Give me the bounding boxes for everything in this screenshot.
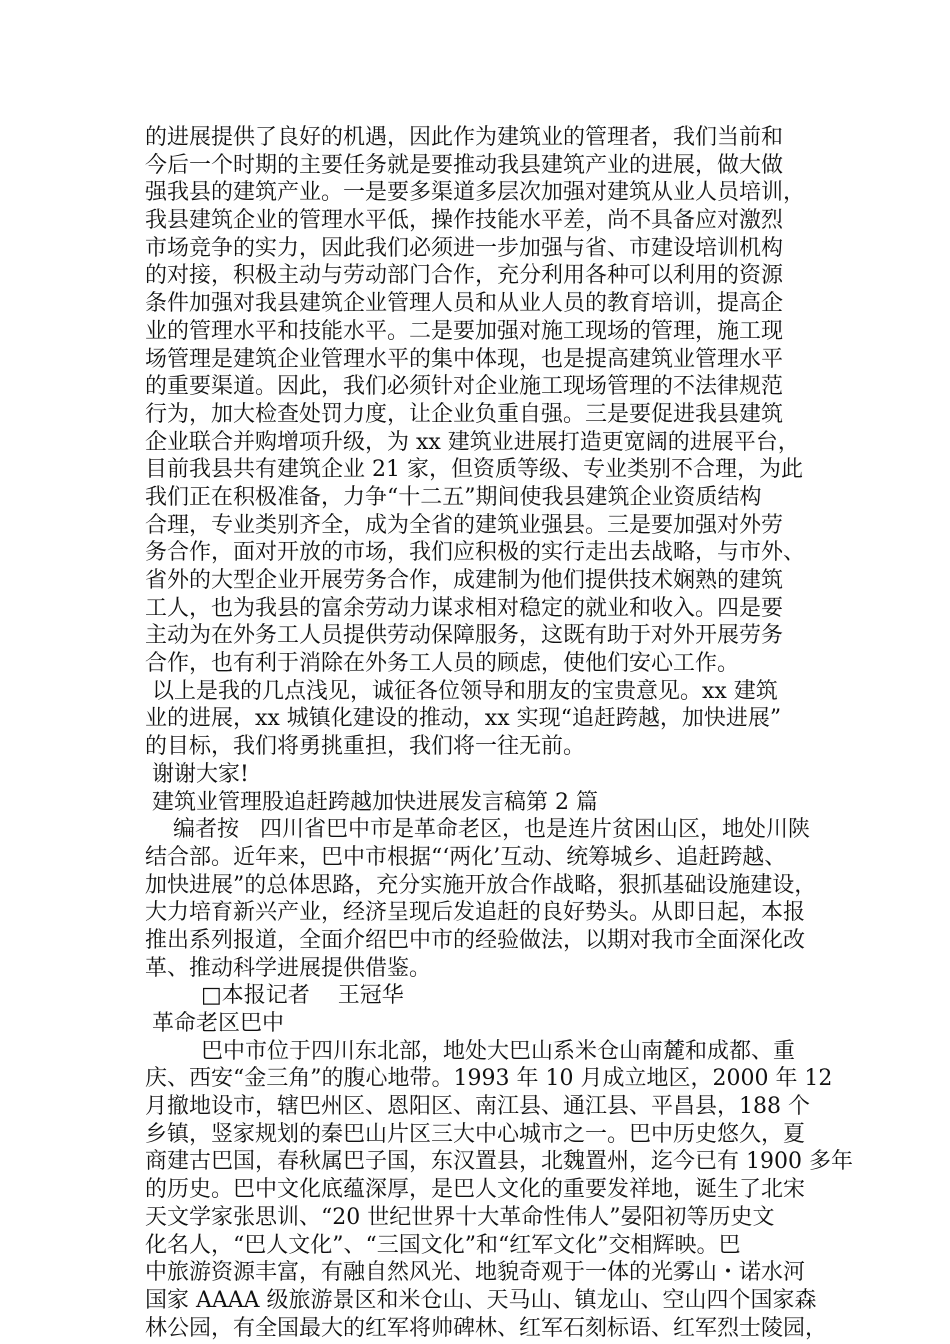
text-line: 商建古巴国，春秋属巴子国，东汉置县，北魏置州，迄今已有 1900 多年 <box>145 1149 853 1175</box>
document-body <box>145 124 853 1342</box>
text-line: 业的管理水平和技能水平。二是要加强对施工现场的管理，施工现 <box>145 318 784 344</box>
text-line: 的历史。巴中文化底蕴深厚，是巴人文化的重要发祥地，诞生了北宋 <box>145 1177 806 1203</box>
text-line: 企业联合并购增项升级，为 xx 建筑业进展打造更宽阔的进展平台， <box>145 429 800 455</box>
text-line: 月撤地设市，辖巴州区、恩阳区、南江县、通江县、平昌县，188 个 <box>145 1094 810 1120</box>
text-line: 市场竞争的实力，因此我们必须进一步加强与省、市建设培训机构 <box>145 235 784 261</box>
text-line: 大力培育新兴产业，经济呈现后发追赶的良好势头。从即日起，本报 <box>145 900 806 926</box>
text-line: 的进展提供了良好的机遇，因此作为建筑业的管理者，我们当前和 <box>145 125 784 150</box>
text-line: 目前我县共有建筑企业 21 家，但资质等级、专业类别不合理，为此 <box>145 457 803 483</box>
text-line: 革、推动科学进展提供借鉴。 <box>145 955 432 981</box>
text-line: 我县建筑企业的管理水平低，操作技能水平差，尚不具备应对激烈 <box>145 208 784 234</box>
text-line: 的重要渠道。因此，我们必须针对企业施工现场管理的不法律规范 <box>145 374 784 400</box>
text-line: 建筑业管理股追赶跨越加快进展发言稿第 2 篇 <box>145 789 598 815</box>
text-line: 工人，也为我县的富余劳动力谋求相对稳定的就业和收入。四是要 <box>145 595 784 621</box>
text-line: 场管理是建筑企业管理水平的集中体现，也是提高建筑业管理水平 <box>145 346 784 372</box>
text-line: 林公园，有全国最大的红军将帅碑林、红军石刻标语、红军烈士陵园， <box>145 1315 828 1341</box>
text-line: 我们正在积极准备，力争“十二五”期间使我县建筑企业资质结构 <box>145 484 762 510</box>
text-line: 谢谢大家! <box>145 761 249 787</box>
text-line: 推出系列报道，全面介绍巴中市的经验做法，以期对我市全面深化改 <box>145 927 806 953</box>
text-line: 巴中市位于四川东北部，地处大巴山系米仓山南麓和成都、重 <box>145 1038 795 1064</box>
text-line: 合作，也有利于消除在外务工人员的顾虑，使他们安心工作。 <box>145 651 740 677</box>
text-line: 今后一个时期的主要任务就是要推动我县建筑产业的进展，做大做 <box>145 152 784 178</box>
text-line: 乡镇，竖家规划的秦巴山片区三大中心城市之一。巴中历史悠久，夏 <box>145 1121 806 1147</box>
text-line: 条件加强对我县建筑企业管理人员和从业人员的教育培训，提高企 <box>145 291 784 317</box>
text-line: 天文学家张思训、“20 世纪世界十大革命性伟人”晏阳初等历史文 <box>145 1204 775 1230</box>
text-line: 以上是我的几点浅见，诚征各位领导和朋友的宝贵意见。xx 建筑 <box>145 678 778 704</box>
text-line: 革命老区巴中 <box>145 1011 284 1036</box>
text-line: 结合部。近年来，巴中市根据“‘两化’互动、统筹城乡、追赶跨越、 <box>145 844 787 870</box>
text-line: 庆、西安“金三角”的腹心地带。1993 年 10 月成立地区，2000 年 12 <box>145 1066 833 1092</box>
text-line: 务合作，面对开放的市场，我们应积极的实行走出去战略，与市外、 <box>145 540 806 566</box>
text-line: 的对接，积极主动与劳动部门合作，充分利用各种可以利用的资源 <box>145 263 784 289</box>
text-line: 编者按 四川省巴中市是革命老区，也是连片贫困山区，地处川陕 <box>145 817 810 843</box>
text-line: 省外的大型企业开展劳务合作，成建制为他们提供技术娴熟的建筑 <box>145 568 784 593</box>
text-line: 主动为在外务工人员提供劳动保障服务，这既有助于对外开展劳务 <box>145 623 784 649</box>
text-line: □本报记者 王冠华 <box>145 983 404 1009</box>
text-line: 业的进展，xx 城镇化建设的推动，xx 实现“追赶跨越，加快进展” <box>145 706 782 732</box>
text-line: 加快进展”的总体思路，充分实施开放合作战略，狠抓基础设施建设， <box>145 872 817 898</box>
text-line: 强我县的建筑产业。一是要多渠道多层次加强对建筑从业人员培训， <box>145 180 806 206</box>
text-line: 国家 AAAA 级旅游景区和米仓山、天马山、镇龙山、空山四个国家森 <box>145 1287 817 1313</box>
text-line: 合理，专业类别齐全，成为全省的建筑业强县。三是要加强对外劳 <box>145 512 784 538</box>
text-line: 化名人，“巴人文化”、“三国文化”和“红军文化”交相辉映。巴 <box>145 1232 741 1258</box>
text-line: 的目标，我们将勇挑重担，我们将一往无前。 <box>145 734 586 760</box>
text-line: 行为，加大检查处罚力度，让企业负重自强。三是要促进我县建筑 <box>145 401 784 427</box>
text-line: 中旅游资源丰富，有融自然风光、地貌奇观于一体的光雾山・诺水河 <box>145 1260 806 1286</box>
